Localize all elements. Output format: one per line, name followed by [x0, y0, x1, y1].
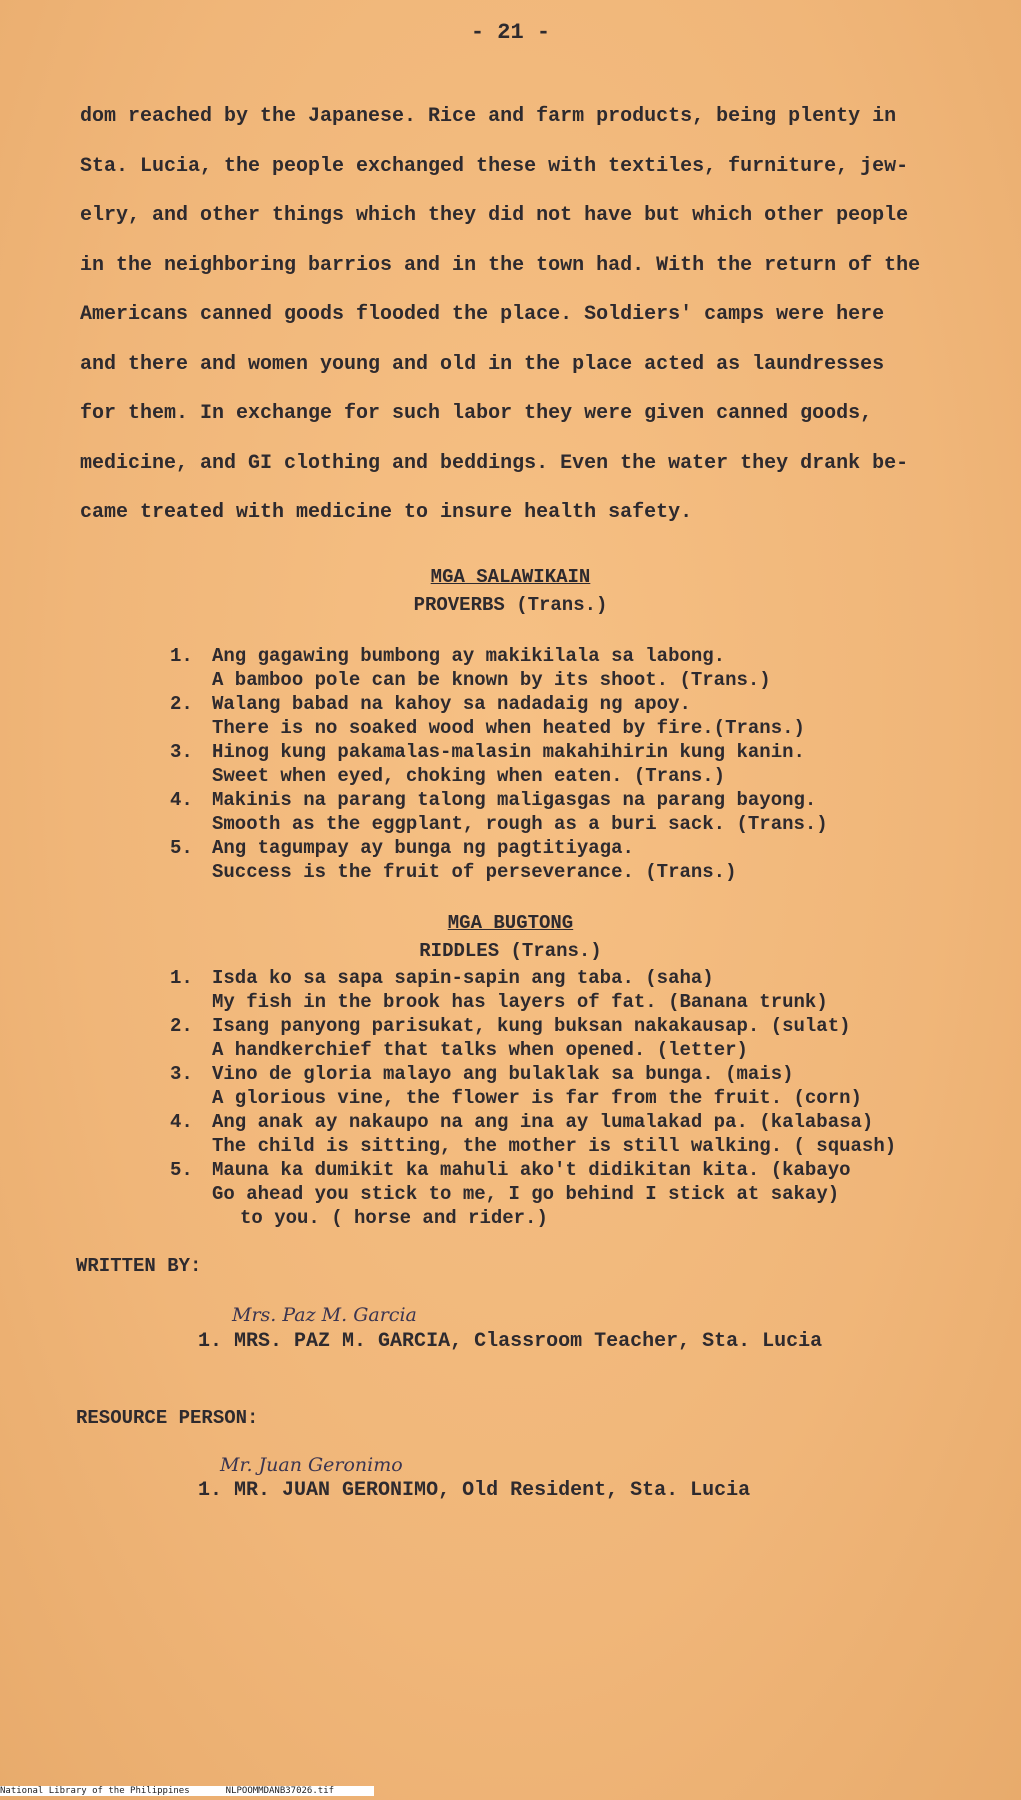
riddle-translation-cont: to you. ( horse and rider.)	[240, 1207, 548, 1229]
proverb-translation: A bamboo pole can be known by its shoot. (Trans.)	[212, 669, 771, 691]
riddle-translation-text: A glorious vine, the flower is far from the fruit.	[212, 1087, 783, 1109]
resource-person-label: RESOURCE PERSON:	[76, 1407, 259, 1429]
riddle-answer: (sulat)	[770, 1015, 851, 1037]
list-item	[170, 1110, 970, 1158]
item-number: 5.	[170, 1159, 193, 1181]
riddle-translation-answer: (Banana trunk)	[668, 991, 828, 1013]
body-line: dom reached by the Japanese. Rice and farm products, being plenty in	[80, 105, 897, 128]
riddle-translation	[170, 1134, 970, 1158]
proverbs-list	[170, 644, 970, 884]
riddle-translation-answer: at sakay)	[736, 1183, 840, 1205]
resource-role: , Old Resident, Sta. Lucia	[438, 1479, 751, 1502]
body-line: for them. In exchange for such labor they were given canned goods,	[80, 402, 873, 425]
proverbs-heading: MGA SALAWIKAIN	[430, 566, 591, 588]
proverb-text: Walang babad na kahoy sa nadadaig ng apoy.	[212, 693, 691, 715]
proverb-translation: Smooth as the eggplant, rough as a buri sack. (Trans.)	[212, 813, 828, 835]
riddle-text: Vino de gloria malayo ang bulaklak sa bunga.	[212, 1063, 714, 1085]
riddle-translation	[170, 1038, 970, 1062]
item-number: 1.	[170, 645, 193, 667]
body-line: Sta. Lucia, the people exchanged these with textiles, furniture, jew-	[80, 154, 909, 178]
body-paragraph	[80, 92, 960, 538]
riddle-text: Isda ko sa sapa sapin-sapin ang taba.	[212, 967, 634, 989]
proverb-translation: Success is the fruit of perseverance. (Trans.)	[212, 861, 737, 883]
signature: Mr. Juan Geronimo	[220, 1454, 403, 1476]
list-item	[170, 1158, 970, 1230]
riddle-translation	[170, 1086, 970, 1110]
riddles-list	[170, 966, 970, 1230]
footer-library: National Library of the Philippines	[0, 1786, 190, 1796]
body-line: elry, and other things which they did not have but which other people	[80, 204, 909, 227]
proverb-text: Makinis na parang talong maligasgas na parang bayong.	[212, 789, 817, 811]
list-item	[170, 644, 970, 692]
list-item	[170, 966, 970, 1014]
proverb-translation: There is no soaked wood when heated by fire.(Trans.)	[212, 717, 805, 739]
item-number: 2.	[170, 693, 193, 715]
author-name: MRS. PAZ M. GARCIA	[234, 1330, 451, 1353]
riddles-heading: MGA BUGTONG	[447, 912, 574, 934]
riddle-answer: (kalabasa)	[759, 1111, 874, 1133]
item-number: 1.	[198, 1479, 223, 1502]
item-number: 1.	[170, 967, 193, 989]
riddle-translation-answer: ( squash)	[793, 1135, 897, 1157]
item-number: 4.	[170, 789, 193, 811]
proverb-translation: Sweet when eyed, choking when eaten. (Trans.)	[212, 765, 726, 787]
proverbs-subheading: PROVERBS (Trans.)	[413, 594, 608, 616]
written-by-label: WRITTEN BY:	[76, 1255, 202, 1277]
scan-footer	[0, 1786, 374, 1796]
riddles-subheading: RIDDLES (Trans.)	[419, 940, 602, 962]
signature: Mrs. Paz M. Garcia	[232, 1304, 417, 1326]
item-number: 1.	[198, 1330, 223, 1353]
resource-line	[198, 1479, 750, 1502]
body-line: Americans canned goods flooded the place. Soldiers' camps were here	[80, 303, 885, 326]
item-number: 3.	[170, 1063, 193, 1085]
list-item	[170, 788, 970, 836]
author-role: , Classroom Teacher, Sta. Lucia	[450, 1330, 823, 1353]
list-item	[170, 740, 970, 788]
proverb-text: Ang tagumpay ay bunga ng pagtitiyaga.	[212, 837, 634, 859]
item-number: 3.	[170, 741, 193, 763]
list-item	[170, 1014, 970, 1062]
riddle-answer: (saha)	[645, 967, 714, 989]
riddle-translation-text: A handkerchief that talks when opened.	[212, 1039, 646, 1061]
riddle-translation-text: My fish in the brook has layers of fat.	[212, 991, 657, 1013]
author-line	[198, 1330, 822, 1353]
riddle-translation-text: Go ahead you stick to me, I go behind I stick	[212, 1183, 726, 1205]
list-item	[170, 692, 970, 740]
riddle-translation-answer: (letter)	[656, 1039, 748, 1061]
list-item	[170, 836, 970, 884]
riddle-text: Isang panyong parisukat, kung buksan nakakausap.	[212, 1015, 760, 1037]
riddle-translation-text: The child is sitting, the mother is still walking.	[212, 1135, 783, 1157]
riddle-answer: (kabayo	[770, 1159, 851, 1181]
riddle-text: Ang anak ay nakaupo na ang ina ay lumalakad pa.	[212, 1111, 748, 1133]
riddle-translation	[170, 1182, 970, 1206]
item-number: 5.	[170, 837, 193, 859]
page-number: - 21 -	[470, 20, 551, 45]
proverb-text: Ang gagawing bumbong ay makikilala sa labong.	[212, 645, 726, 667]
proverb-text: Hinog kung pakamalas-malasin makahihirin kung kanin.	[212, 741, 805, 763]
riddle-text: Mauna ka dumikit ka mahuli ako't didikitan kita.	[212, 1159, 760, 1181]
resource-name: MR. JUAN GERONIMO	[234, 1479, 439, 1502]
riddle-translation	[170, 990, 970, 1014]
body-line: and there and women young and old in the place acted as laundresses	[80, 352, 885, 376]
item-number: 2.	[170, 1015, 193, 1037]
riddle-translation-answer: (corn)	[793, 1087, 862, 1109]
riddle-answer: (mais)	[725, 1063, 794, 1085]
body-line: came treated with medicine to insure health safety.	[80, 501, 693, 524]
footer-file: NLPOOMMDANB37026.tif	[225, 1786, 335, 1796]
list-item	[170, 1062, 970, 1110]
body-line: in the neighboring barrios and in the town had. With the return of the	[80, 253, 921, 277]
item-number: 4.	[170, 1111, 193, 1133]
body-line: medicine, and GI clothing and beddings. Even the water they drank be-	[80, 451, 909, 475]
